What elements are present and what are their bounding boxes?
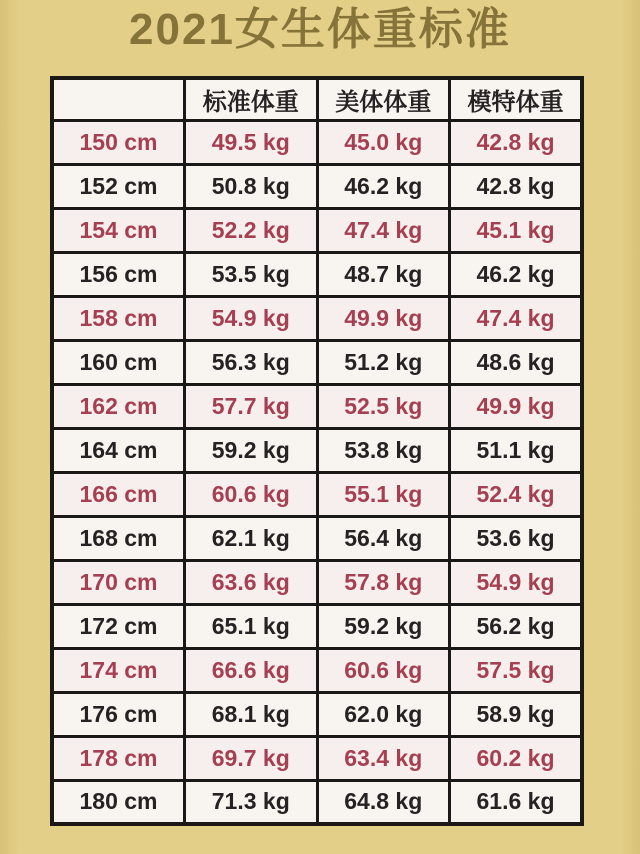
cell-standard-weight: 57.7 kg <box>185 384 318 428</box>
cell-standard-weight: 53.5 kg <box>185 252 318 296</box>
table-row <box>52 472 582 516</box>
table-row <box>52 516 582 560</box>
cell-beauty-weight: 55.1 kg <box>317 472 450 516</box>
cell-beauty-weight: 49.9 kg <box>317 296 450 340</box>
cell-beauty-weight: 63.4 kg <box>317 736 450 780</box>
table-row <box>52 604 582 648</box>
cell-height: 170 cm <box>52 560 185 604</box>
cell-height: 166 cm <box>52 472 185 516</box>
cell-beauty-weight: 52.5 kg <box>317 384 450 428</box>
cell-standard-weight: 56.3 kg <box>185 340 318 384</box>
cell-standard-weight: 50.8 kg <box>185 164 318 208</box>
cell-standard-weight: 59.2 kg <box>185 428 318 472</box>
cell-height: 152 cm <box>52 164 185 208</box>
cell-beauty-weight: 56.4 kg <box>317 516 450 560</box>
cell-model-weight: 46.2 kg <box>450 252 583 296</box>
table-body <box>52 120 582 824</box>
cell-standard-weight: 63.6 kg <box>185 560 318 604</box>
cell-model-weight: 48.6 kg <box>450 340 583 384</box>
cell-model-weight: 49.9 kg <box>450 384 583 428</box>
table-row <box>52 296 582 340</box>
table-header <box>52 78 582 120</box>
cell-beauty-weight: 51.2 kg <box>317 340 450 384</box>
table-row <box>52 208 582 252</box>
cell-model-weight: 52.4 kg <box>450 472 583 516</box>
cell-model-weight: 45.1 kg <box>450 208 583 252</box>
cell-height: 176 cm <box>52 692 185 736</box>
cell-beauty-weight: 46.2 kg <box>317 164 450 208</box>
cell-height: 156 cm <box>52 252 185 296</box>
col-header-model-weight: 模特体重 <box>450 78 583 120</box>
cell-model-weight: 54.9 kg <box>450 560 583 604</box>
cell-standard-weight: 62.1 kg <box>185 516 318 560</box>
cell-standard-weight: 65.1 kg <box>185 604 318 648</box>
cell-height: 162 cm <box>52 384 185 428</box>
cell-height: 172 cm <box>52 604 185 648</box>
cell-model-weight: 42.8 kg <box>450 164 583 208</box>
cell-height: 178 cm <box>52 736 185 780</box>
cell-model-weight: 51.1 kg <box>450 428 583 472</box>
cell-height: 180 cm <box>52 780 185 824</box>
cell-height: 164 cm <box>52 428 185 472</box>
cell-standard-weight: 52.2 kg <box>185 208 318 252</box>
cell-height: 158 cm <box>52 296 185 340</box>
cell-beauty-weight: 57.8 kg <box>317 560 450 604</box>
cell-standard-weight: 71.3 kg <box>185 780 318 824</box>
table-row <box>52 560 582 604</box>
cell-beauty-weight: 45.0 kg <box>317 120 450 164</box>
table-row <box>52 164 582 208</box>
table-row <box>52 252 582 296</box>
table-row <box>52 692 582 736</box>
table-row <box>52 120 582 164</box>
table-row <box>52 340 582 384</box>
cell-standard-weight: 69.7 kg <box>185 736 318 780</box>
table-row <box>52 780 582 824</box>
cell-beauty-weight: 48.7 kg <box>317 252 450 296</box>
cell-model-weight: 58.9 kg <box>450 692 583 736</box>
cell-standard-weight: 66.6 kg <box>185 648 318 692</box>
cell-model-weight: 56.2 kg <box>450 604 583 648</box>
page-title: 2021女生体重标准 <box>129 5 511 54</box>
cell-model-weight: 60.2 kg <box>450 736 583 780</box>
cell-beauty-weight: 47.4 kg <box>317 208 450 252</box>
cell-model-weight: 47.4 kg <box>450 296 583 340</box>
weight-table <box>50 76 584 826</box>
cell-model-weight: 57.5 kg <box>450 648 583 692</box>
table-row <box>52 428 582 472</box>
cell-model-weight: 61.6 kg <box>450 780 583 824</box>
col-header-standard-weight: 标准体重 <box>185 78 318 120</box>
cell-standard-weight: 49.5 kg <box>185 120 318 164</box>
cell-beauty-weight: 53.8 kg <box>317 428 450 472</box>
col-header-beauty-weight: 美体体重 <box>317 78 450 120</box>
cell-height: 150 cm <box>52 120 185 164</box>
cell-standard-weight: 60.6 kg <box>185 472 318 516</box>
header-row <box>52 78 582 120</box>
table-row <box>52 736 582 780</box>
cell-beauty-weight: 64.8 kg <box>317 780 450 824</box>
cell-beauty-weight: 59.2 kg <box>317 604 450 648</box>
cell-height: 174 cm <box>52 648 185 692</box>
cell-model-weight: 42.8 kg <box>450 120 583 164</box>
cell-model-weight: 53.6 kg <box>450 516 583 560</box>
cell-standard-weight: 68.1 kg <box>185 692 318 736</box>
table-row <box>52 648 582 692</box>
table-row <box>52 384 582 428</box>
cell-height: 154 cm <box>52 208 185 252</box>
cell-beauty-weight: 62.0 kg <box>317 692 450 736</box>
col-header-height <box>52 78 185 120</box>
cell-standard-weight: 54.9 kg <box>185 296 318 340</box>
cell-beauty-weight: 60.6 kg <box>317 648 450 692</box>
cell-height: 160 cm <box>52 340 185 384</box>
cell-height: 168 cm <box>52 516 185 560</box>
